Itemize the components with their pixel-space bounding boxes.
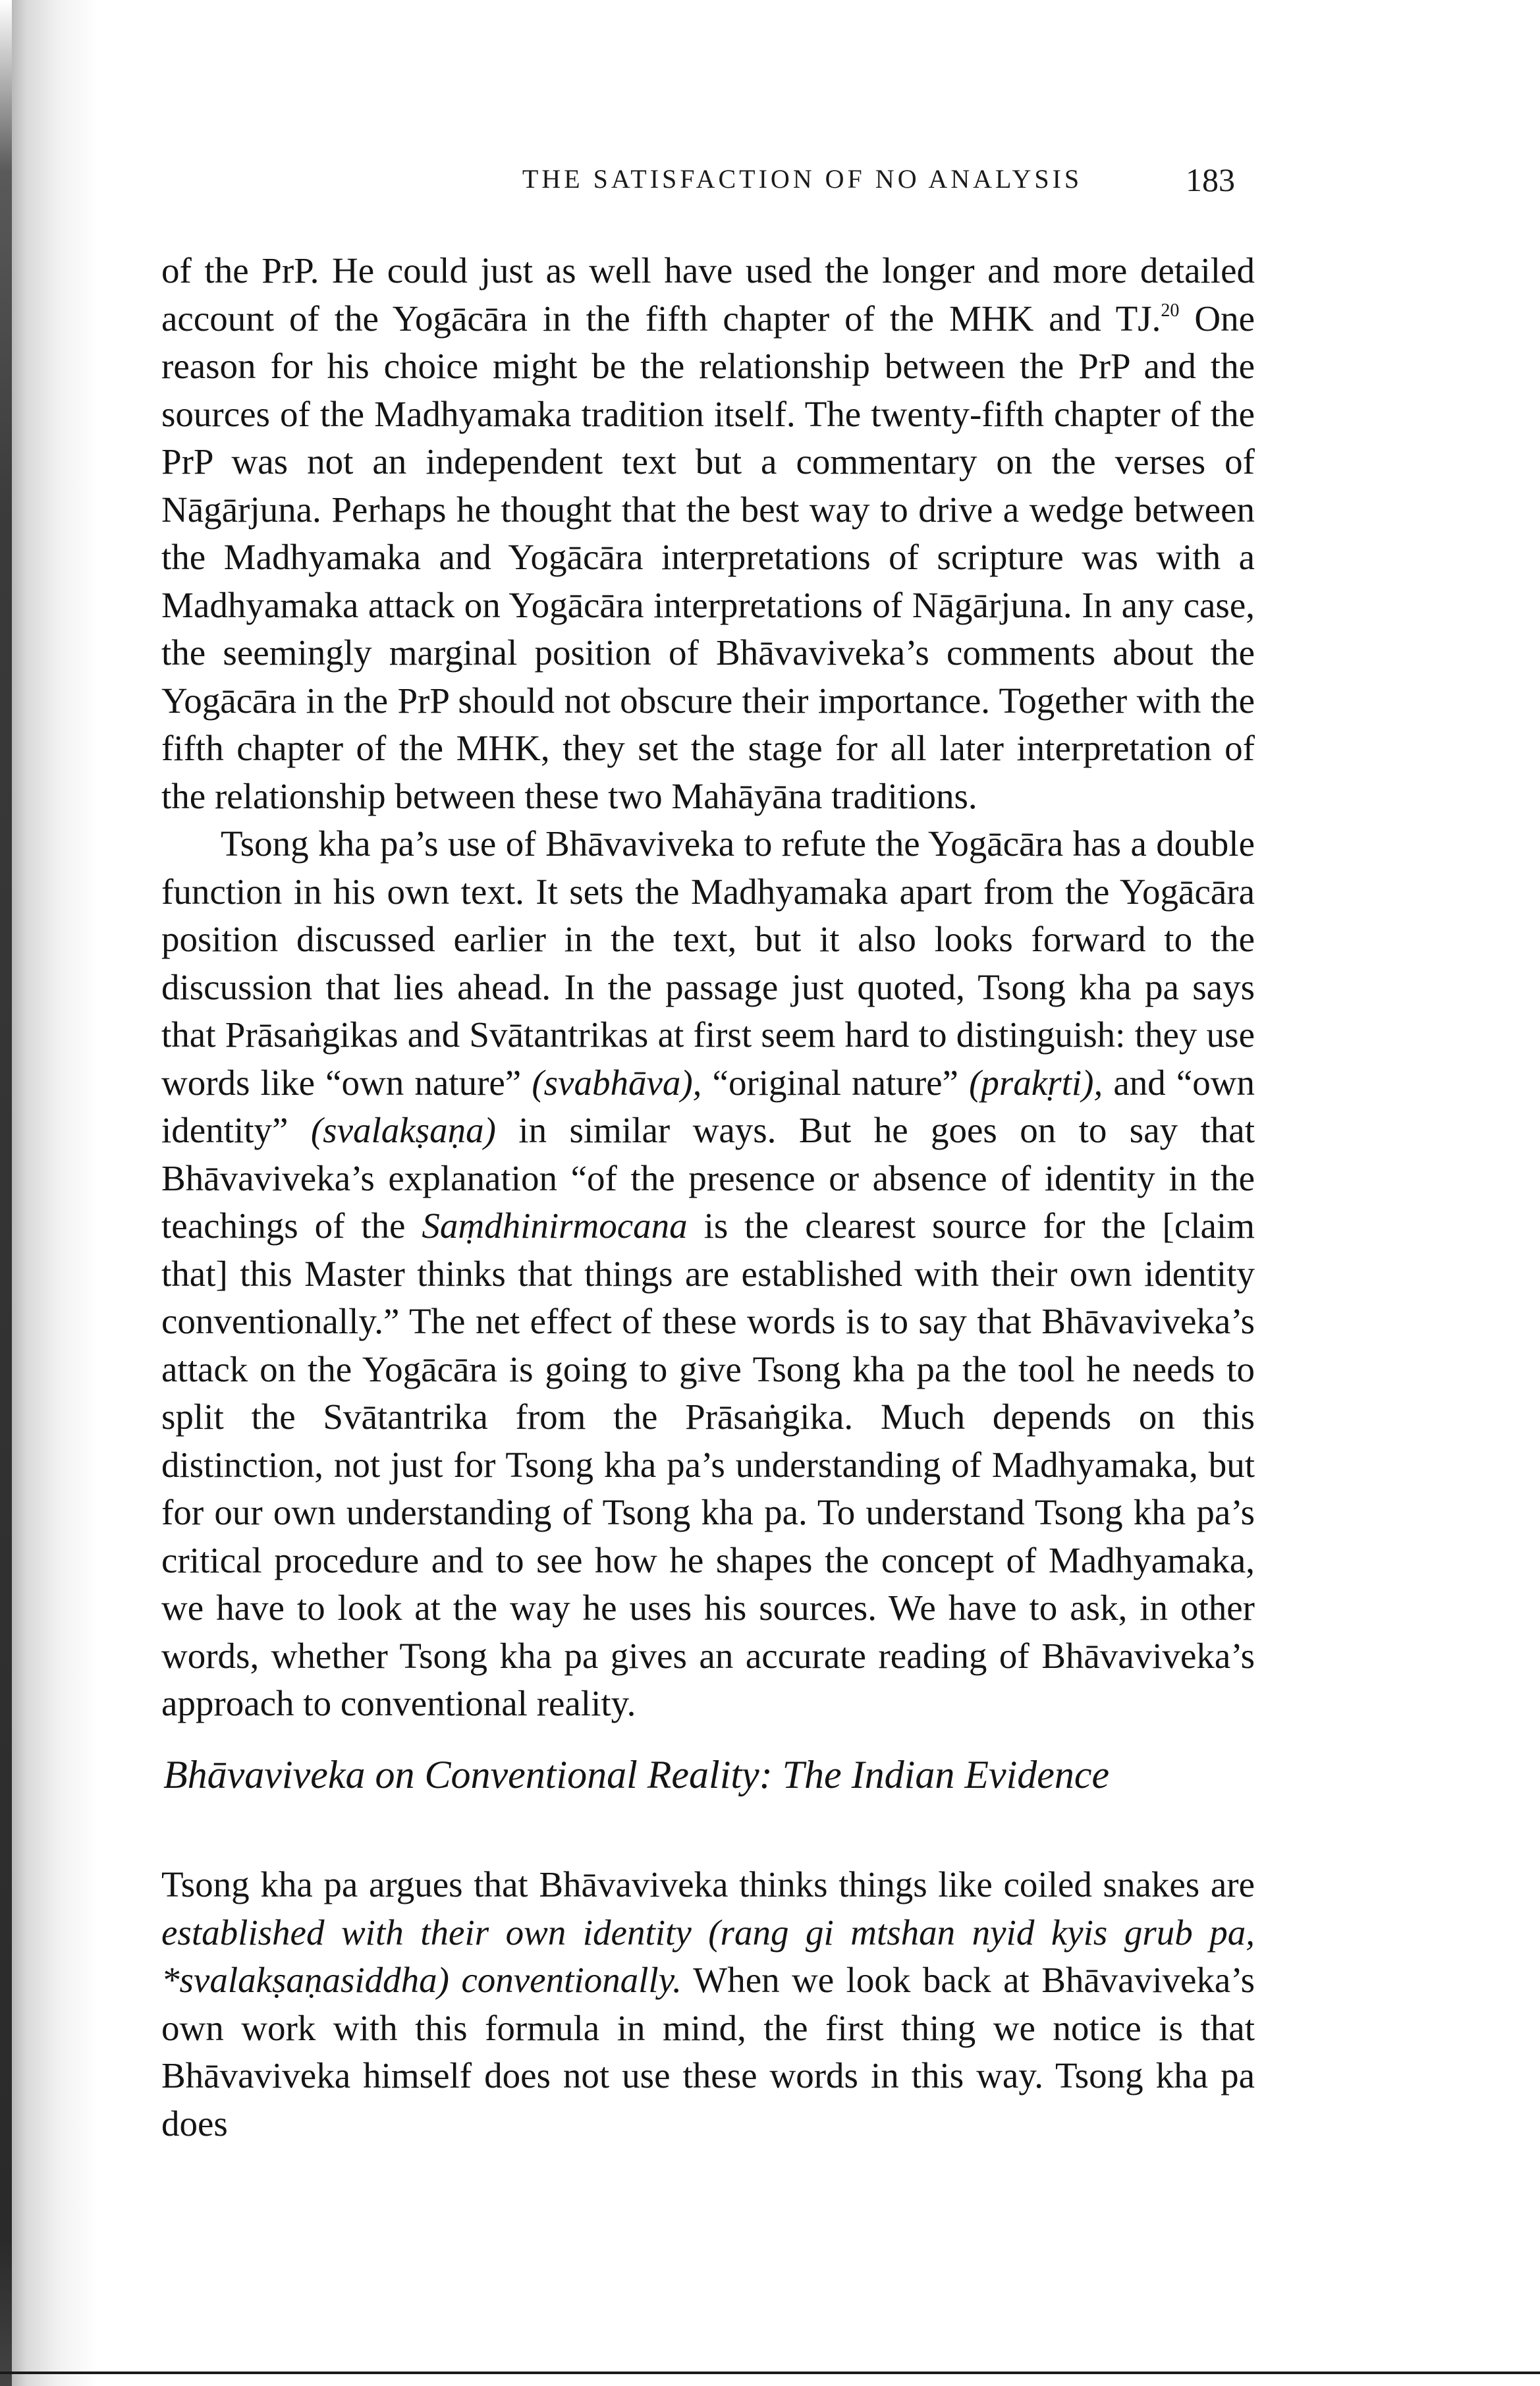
paragraph-2: Tsong kha pa’s use of Bhāvaviveka to refute the Yogācāra has a double function in his own text. It sets the Madhyamaka apart from the Yogācāra position discussed earlier in the text, but it also looks forward to the discussion that lies ahead. In the passage just quoted, Tsong kha pa says that Prāsaṅgikas and Svātantrikas at first seem hard to distinguish: they use words like “own nature” (svabhāva), “original nature” (prakṛti), and “own identity” (svalakṣaṇa) in similar ways. But he goes on to say that Bhāvaviveka’s explanation “of the presence or absence of identity in the teachings of the Saṃdhinirmocana is the clearest source for the [claim that] this Master thinks that things are established with their own identity conventionally.” The net effect of these words is to say that Bhāvaviveka’s attack on the Yogācāra is going to give Tsong kha pa the tool he needs to split the Svātantrika from the Prāsaṅgika. Much depends on this distinction, not just for Tsong kha pa’s understanding of Madhyamaka, but for our own understanding of Tsong kha pa. To understand Tsong kha pa’s critical procedure and to see how he shapes the concept of Madhyamaka, we have to look at the way he uses his sources. We have to ask, in other words, whether Tsong kha pa gives an accurate reading of Bhāvaviveka’s approach to conventional reality. xyxy=(161,823,1255,1723)
paragraph-3: Tsong kha pa argues that Bhāvaviveka thinks things like coiled snakes are established with their own identity (rang gi mtshan nyid kyis grub pa, *svalakṣaṇasiddha) conventionally. When we look back at Bhāvaviveka’s own work with this formula in mind, the first thing we notice is that Bhāvaviveka himself does not use these words in this way. Tsong kha pa does xyxy=(161,1864,1255,2144)
running-head: THE SATISFACTION OF NO ANALYSIS xyxy=(522,164,1083,194)
section-heading: Bhāvaviveka on Conventional Reality: The Indian Evidence xyxy=(163,1753,1110,1796)
page-gutter-shadow xyxy=(0,0,99,2386)
body-text-bottom xyxy=(161,1861,1255,2148)
footnote-ref[interactable]: 20 xyxy=(1161,300,1180,321)
body-text-top xyxy=(161,247,1255,1728)
paragraph-1: of the PrP. He could just as well have used the longer and more detailed account of the Yogācāra in the fifth chapter of the MHK and TJ.$^{20}$ One reason for his choice might be the relationship between the PrP and the sources of the Madhyamaka tradition itself. The twenty-fifth chapter of the PrP was not an independent text but a commentary on the verses of Nāgārjuna. Perhaps he thought that the best way to drive a wedge between the Madhyamaka and Yogācāra interpretations of scripture was with a Madhyamaka attack on Yogācāra interpretations of Nāgārjuna. In any case, the seemingly marginal position of Bhāvaviveka’s comments about the Yogācāra in the PrP should not obscure their importance. Together with the fifth chapter of the MHK, they set the stage for all later interpretation of the relationship between these two Mahāyāna traditions. xyxy=(161,250,1255,816)
page-bottom-edge xyxy=(0,2372,1540,2374)
binding-edge xyxy=(0,0,12,2386)
page-number: 183 xyxy=(1186,161,1235,198)
